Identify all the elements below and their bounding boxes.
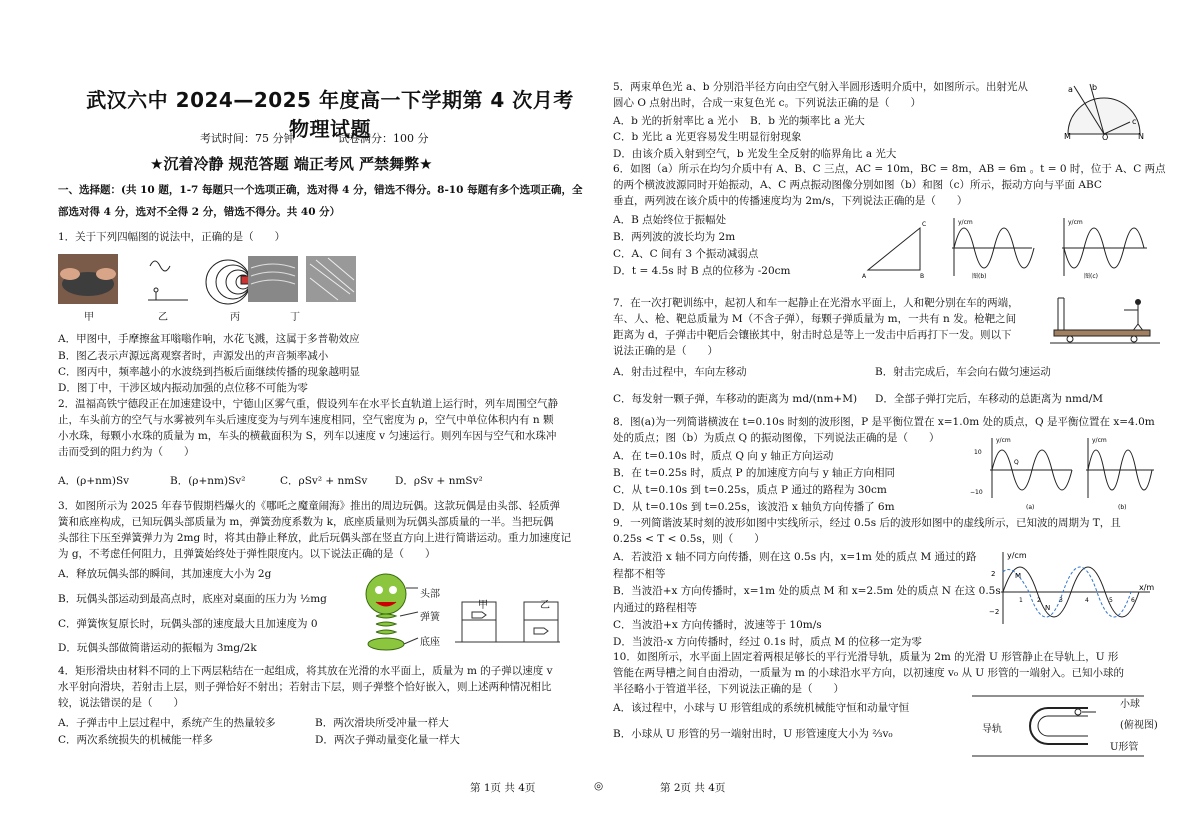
q1-figures (58, 254, 358, 310)
q8-line1: 8．图(a)为一列简谐横波在 t=0.10s 时刻的波形图，P 是平衡位置在 x=1.0m 处的质点，Q 是平衡位置在 x=4.0m (613, 416, 1155, 428)
svg-text:y/cm: y/cm (1068, 219, 1083, 226)
q9-option-a-line1: A．若波沿 x 轴不同方向传播，则在这 0.5s 内，x=1m 处的质点 M 通过的路 (613, 551, 977, 563)
svg-text:C: C (922, 221, 927, 228)
q6-line1: 6．如图（a）所示在均匀介质中有 A、B、C 三点，AC = 10m，BC = 8m，AB = 6m 。t = 0 时，位于 A、C 两点 (613, 163, 1166, 175)
q3-label-head: 头部 (420, 589, 440, 600)
q3-option-a: A．释放玩偶头部的瞬间，其加速度大小为 2g (58, 568, 272, 580)
q9-wave-figure (985, 548, 1160, 632)
q10-label-topview: (俯视图) (1120, 720, 1158, 731)
section-instructions-line2: 部选对得 4 分，选对不全得 2 分，错选不得分。共 40 分） (58, 206, 341, 218)
q10-label-ball: 小球 (1120, 699, 1140, 710)
q8-wave-figures (968, 434, 1158, 516)
q1-caption-ding: 丁 (290, 312, 300, 323)
q9-option-a-line2: 程都不相等 (613, 568, 666, 580)
q8-option-c: C．从 t=0.10s 到 t=0.25s，质点 P 通过的路程为 30cm (613, 484, 887, 496)
svg-text:−10: −10 (970, 489, 983, 496)
svg-text:图(b): 图(b) (972, 273, 987, 280)
q3-line2: 簧和底座构成，已知玩偶头部质量为 m，弹簧劲度系数为 k，底座质量则为玩偶头部质量的一半。当把玩偶 (58, 516, 554, 528)
svg-text:c: c (1132, 117, 1137, 126)
q6-line3: 垂直，两列波在该介质中的传播速度均为 2m/s，下列说法正确的是（ ） (613, 195, 968, 207)
q5-option-c: C．b 光比 a 光更容易发生明显衍射现象 (613, 131, 802, 143)
q1-caption-bing: 丙 (230, 312, 240, 323)
q8-line2: 处的质点；图（b）为质点 Q 的振动图像，下列说法正确的是（ ） (613, 432, 940, 444)
q7-line3: 距离为 d，子弹击中靶后会镶嵌其中，射击时总是等上一发击中后再打下一发。则以下 (613, 329, 1012, 341)
q2-line3: 小水珠，每颗小水珠的质量为 m，车头的横截面积为 S，列车以速度 v 匀速运行。则列车因与空气和水珠冲 (58, 430, 557, 442)
q3-line3: 头部往下压至弹簧弹力为 2mg 时，将其由静止释放，此后玩偶头部在竖直方向上进行简谐运动。重力加速度记 (58, 532, 572, 544)
exam-motto: ★沉着冷静 规范答题 端正考风 严禁舞弊★ (150, 155, 433, 173)
footer-page-left: 第 1页 共 4页 (470, 782, 536, 794)
q6-option-b: B．两列波的波长均为 2m (613, 231, 736, 243)
q1-option-a: A．甲图中，手摩擦盆耳嗡嗡作响，水花飞溅，这属于多普勒效应 (58, 333, 360, 345)
q3-option-d: D．玩偶头部做简谐运动的振幅为 3mg/2k (58, 642, 257, 654)
q4-option-a: A．子弹击中上层过程中，系统产生的热量较多 (58, 717, 276, 729)
q10-line3: 半径略小于管道半径，下列说法正确的是（ ） (613, 683, 844, 695)
q6-line2: 的两个横波波源同时开始振动，A、C 两点振动图像分别如图（b）和图（c）所示，振动方向与平面 ABC (613, 179, 1102, 191)
q5-line1: 5．两束单色光 a、b 分别沿半径方向由空气射入半圆形透明介质中，如图所示。出射光从 (613, 81, 1028, 93)
svg-text:a: a (1068, 85, 1073, 94)
svg-text:Q: Q (1014, 459, 1019, 466)
q6-option-d: D．t = 4.5s 时 B 点的位移为 -20cm (613, 265, 791, 277)
q7-line1: 7．在一次打靶训练中，起初人和车一起静止在光滑水平面上，人和靶分别在车的两端， (613, 297, 1019, 309)
svg-text:2: 2 (991, 570, 996, 578)
svg-text:10: 10 (974, 449, 982, 456)
exam-score: 试卷满分：100 分 (338, 132, 429, 145)
q2-option-c: C．ρSv² + nmSv (280, 475, 368, 487)
svg-text:(b): (b) (1118, 504, 1127, 511)
svg-text:2: 2 (1037, 597, 1041, 604)
q4-option-b: B．两次滑块所受冲量一样大 (315, 717, 449, 729)
svg-text:(a): (a) (1026, 504, 1035, 511)
q2-option-a: A．(ρ+nm)Sv (58, 475, 130, 487)
q3-option-b: B．玩偶头部运动到最高点时，底座对桌面的压力为 ½mg (58, 593, 327, 605)
q5-option-d: D．由该介质入射到空气，b 光发生全反射的临界角比 a 光大 (613, 148, 897, 160)
footer-mark: ◎ (594, 780, 604, 792)
q3-label-yi: 乙 (540, 600, 550, 611)
q4-line1: 4．矩形滑块由材料不同的上下两层粘结在一起组成，将其放在光滑的水平面上，质量为 m 的子弹以速度 v (58, 665, 553, 677)
q2-line4: 击而受到的阻力约为（ ） (58, 446, 195, 458)
svg-text:N: N (1045, 604, 1051, 612)
svg-text:6: 6 (1131, 597, 1135, 604)
svg-text:y/cm: y/cm (1007, 551, 1027, 560)
q10-line1: 10．如图所示，水平面上固定着两根足够长的平行光滑导轨，质量为 2m 的光滑 U 形管静止在导轨上，U 形 (613, 651, 1119, 663)
q1-option-c: C．图丙中，频率越小的水波绕到挡板后面继续传播的现象越明显 (58, 366, 361, 378)
q7-option-a: A．射击过程中，车向左移动 (613, 366, 747, 378)
q1-option-d: D．图丁中，干涉区域内振动加强的点位移不可能为零 (58, 382, 308, 394)
svg-text:M: M (1064, 132, 1071, 140)
svg-text:M: M (1015, 572, 1022, 580)
q8-option-b: B．在 t=0.25s 时，质点 P 的加速度方向与 y 轴正方向相同 (613, 467, 896, 479)
exam-title: 武汉六中 2024—2025 年度高一下学期第 4 次月考物理试题 (86, 88, 574, 141)
q3-option-c: C．弹簧恢复原长时，玩偶头部的速度最大且加速度为 0 (58, 618, 318, 630)
q8-option-d: D．从 t=0.10s 到 t=0.25s，该波沿 x 轴负方向传播了 6m (613, 501, 895, 513)
q3-line4: 为 g，不考虑任何阻力，且弹簧始终处于弹性限度内。以下说法正确的是（ ） (58, 548, 436, 560)
exam-time: 考试时间：75 分钟 (200, 132, 295, 145)
svg-text:B: B (920, 273, 925, 280)
svg-text:图(c): 图(c) (1084, 273, 1098, 280)
q3-label-base: 底座 (420, 637, 440, 648)
q1-option-b: B．图乙表示声源远离观察者时，声源发出的声音频率减小 (58, 350, 329, 362)
q5-option-a: A．b 光的折射率比 a 光小 (613, 115, 739, 127)
q9-line2: 0.25s < T < 0.5s，则（ ） (613, 533, 765, 545)
q3-line1: 3．如图所示为 2025 年春节假期档爆火的《哪吒之魔童闹海》推出的周边玩偶。这款玩偶是由头部、轻质弹 (58, 500, 561, 512)
q6-option-c: C．A、C 间有 3 个振动减弱点 (613, 248, 759, 260)
svg-text:5: 5 (1109, 597, 1113, 604)
q9-line1: 9．一列简谐波某时刻的波形如图中实线所示，经过 0.5s 后的波形如图中的虚线所示，已知波的周期为 T，且 (613, 517, 1121, 529)
q9-option-b-line1: B．当波沿+x 方向传播时，x=1m 处的质点 M 和 x=2.5m 处的质点 N 在这 0.5s (613, 585, 1001, 597)
svg-text:b: b (1092, 83, 1098, 92)
q7-cart-figure (1050, 294, 1160, 352)
q7-option-d: D．全部子弹打完后，车移动的总距离为 nmd/M (875, 393, 1103, 405)
q3-label-jia: 甲 (478, 600, 488, 611)
q2-option-d: D．ρSv + nmSv² (395, 475, 483, 487)
footer-page-right: 第 2页 共 4页 (660, 782, 726, 794)
q10-label-rail: 导轨 (982, 724, 1002, 735)
q1-photo-bing (248, 256, 298, 302)
section-instructions-line1: 一、选择题：(共 10 题，1-7 每题只一个选项正确，选对得 4 分，错选不得分。8-10 每题有多个选项正确，全 (58, 184, 583, 196)
q10-option-a: A．该过程中，小球与 U 形管组成的系统机械能守恒和动量守恒 (613, 702, 910, 714)
svg-text:N: N (1138, 132, 1144, 140)
svg-text:1: 1 (1019, 597, 1023, 604)
q7-line2: 车、人、枪、靶总质量为 M（不含子弹），每颗子弹质量为 m，一共有 n 发。枪靶之间 (613, 313, 1017, 325)
q4-line2: 水平射向滑块，若射击上层，则子弹恰好不射出；若射击下层，则子弹整个恰好嵌入，则上述两种情况相比 (58, 681, 552, 693)
q1-caption-yi: 乙 (158, 312, 168, 323)
q9-option-d: D．当波沿-x 方向传播时，经过 0.1s 时，质点 M 的位移一定为零 (613, 636, 922, 648)
svg-text:4: 4 (1085, 597, 1089, 604)
q6-option-a: A．B 点始终位于振幅处 (613, 214, 727, 226)
q5-option-b: B．b 光的频率比 a 光大 (750, 115, 865, 127)
svg-text:x/m: x/m (1139, 583, 1155, 592)
q1-stem: 1．关于下列四幅图的说法中，正确的是（ ） (58, 231, 286, 243)
q7-option-b: B．射击完成后，车会向右做匀速运动 (875, 366, 1051, 378)
q3-label-spring: 弹簧 (420, 612, 440, 623)
q2-line2: 止，车头前方的空气与水雾被列车头后速度变为与列车速度相同，空气密度为 ρ，空气中单位体积内有 n 颗 (58, 414, 554, 426)
q5-line2: 圆心 O 点射出时，合成一束复色光 c。下列说法正确的是（ ） (613, 97, 922, 109)
q6-figures (862, 214, 1152, 284)
q4-line3: 较，说法错误的是（ ） (58, 697, 184, 709)
q7-line4: 说法正确的是（ ） (613, 345, 718, 357)
q2-line1: 2．温福高铁宁德段正在加速建设中，宁德山区雾气重，假设列车在水平长直轨道上运行时，列车周围空气静 (58, 398, 559, 410)
q4-option-c: C．两次系统损失的机械能一样多 (58, 734, 214, 746)
q8-option-a: A．在 t=0.10s 时，质点 Q 向 y 轴正方向运动 (613, 450, 834, 462)
q2-option-b: B．(ρ+nm)Sv² (170, 475, 246, 487)
q9-option-c: C．当波沿+x 方向传播时，波速等于 10m/s (613, 619, 822, 631)
svg-text:−2: −2 (989, 608, 1000, 616)
q3-toy-figure (360, 572, 560, 668)
exam-meta (200, 130, 469, 146)
q5-semicircle-figure (1060, 82, 1150, 144)
q1-figure-yi (148, 261, 188, 300)
svg-text:y/cm: y/cm (996, 437, 1011, 444)
svg-text:O: O (1102, 133, 1109, 140)
q9-option-b-line2: 内通过的路程相等 (613, 602, 697, 614)
q1-figure-circles (206, 260, 253, 304)
q10-option-b: B．小球从 U 形管的另一端射出时，U 形管速度大小为 ⅔v₀ (613, 728, 893, 740)
q7-option-c: C．每发射一颗子弹，车移动的距离为 md/(nm+M) (613, 393, 858, 405)
q4-option-d: D．两次子弹动量变化量一样大 (315, 734, 460, 746)
svg-text:A: A (862, 273, 867, 280)
q10-line2: 管能在两导槽之间自由滑动，一质量为 m 的小球沿水平方向，以初速度 v₀ 从 U 形管的一端射入。已知小球的 (613, 667, 1124, 679)
svg-text:y/cm: y/cm (1092, 437, 1107, 444)
svg-text:3: 3 (1059, 597, 1063, 604)
q1-caption-jia: 甲 (84, 312, 94, 323)
svg-text:y/cm: y/cm (958, 219, 973, 226)
q10-label-utube: U形管 (1110, 742, 1139, 753)
